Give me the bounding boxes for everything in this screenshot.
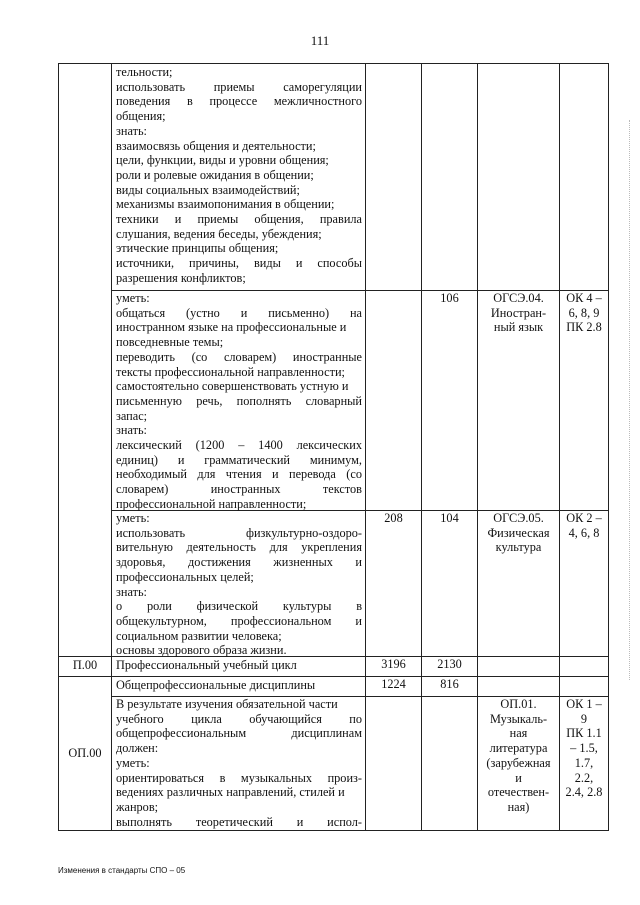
text-line: знать: xyxy=(116,584,147,599)
text-line: словарем) иностранных текстов xyxy=(116,482,362,497)
text-line: общения; xyxy=(116,109,166,124)
discipline-line: и xyxy=(515,770,522,785)
text-line: слушания, ведения беседы, убеждения; xyxy=(116,226,322,241)
text-line: письменную речь, пополнять словарный xyxy=(116,393,362,408)
discipline-line: литература xyxy=(489,741,548,756)
text-line: тексты профессиональной направленности; xyxy=(116,364,345,379)
op-description xyxy=(112,697,365,829)
text-line: этические принципы общения; xyxy=(116,241,279,256)
competency-line: ПК 2.8 xyxy=(566,320,602,335)
cycle-code: П.00 xyxy=(72,658,98,672)
group-hours-required: 816 xyxy=(440,677,459,691)
text-line: уметь: xyxy=(116,511,150,525)
text-line: о роли физической культуры в xyxy=(116,599,362,614)
text-line: взаимосвязь общения и деятельности; xyxy=(116,138,316,153)
col-divider xyxy=(421,64,422,830)
op-competencies xyxy=(560,697,608,800)
discipline-line: ный язык xyxy=(493,320,544,335)
discipline-line: ная xyxy=(509,726,528,741)
row-2-hours-required: 106 xyxy=(440,291,459,305)
competency-line: ПК 1.1 xyxy=(566,726,602,741)
text-line: учебного цикла обучающийся по xyxy=(116,711,362,726)
scan-margin xyxy=(629,120,636,680)
competency-line: ОК 4 – xyxy=(566,291,602,305)
competency-line: 2.2, xyxy=(574,770,594,785)
discipline-line: ОГСЭ.05. xyxy=(493,511,544,525)
row-2-description xyxy=(112,291,365,512)
competency-line: 4, 6, 8 xyxy=(568,525,600,540)
text-line: поведения в процессе межличностного xyxy=(116,94,362,109)
competency-line: ОК 2 – xyxy=(566,511,602,525)
row-3-competencies xyxy=(560,511,608,540)
row-divider xyxy=(59,676,608,677)
row-3-hours-required: 104 xyxy=(440,511,459,525)
group-hours-max: 1224 xyxy=(381,677,406,691)
text-line: повседневные темы; xyxy=(116,335,224,350)
text-line: основы здорового образа жизни. xyxy=(116,643,287,658)
text-line: ориентироваться в музыкальных произ- xyxy=(116,770,362,785)
section-code: ОП.00 xyxy=(68,746,102,760)
text-line: источники, причины, виды и способы xyxy=(116,256,362,271)
text-line: роли и ролевые ожидания в общении; xyxy=(116,167,314,182)
competency-line: 6, 8, 9 xyxy=(568,305,600,320)
competency-line: ОК 1 – xyxy=(566,697,602,711)
discipline-line: культура xyxy=(495,540,542,555)
row-3-hours-max: 208 xyxy=(384,511,403,525)
text-line: общепрофессиональным дисциплинам xyxy=(116,726,362,741)
text-line: виды социальных взаимодействий; xyxy=(116,182,300,197)
text-line: здоровья, достижения жизненных и xyxy=(116,555,362,570)
text-line: общаться (устно и письменно) на xyxy=(116,305,362,320)
discipline-line: ОГСЭ.04. xyxy=(493,291,544,305)
footer-note: Изменения в стандарты СПО – 05 xyxy=(58,866,186,875)
text-line: общекультурном, профессиональном и xyxy=(116,613,362,628)
text-line: социальном развитии человека; xyxy=(116,628,282,643)
text-line: знать: xyxy=(116,123,147,138)
text-line: самостоятельно совершенствовать устную и xyxy=(116,379,349,394)
cycle-hours-required: 2130 xyxy=(437,657,462,671)
curriculum-table xyxy=(58,63,609,831)
text-line: необходимый для чтения и перевода (со xyxy=(116,467,362,482)
discipline-line: Музыкаль- xyxy=(489,711,548,726)
row-2-competencies xyxy=(560,291,608,335)
competency-line: – 1.5, xyxy=(570,741,598,756)
text-line: выполнять теоретический и испол- xyxy=(116,814,362,829)
text-line: запас; xyxy=(116,408,148,423)
col-divider xyxy=(365,64,366,830)
text-line: профессиональной направленности; xyxy=(116,496,307,511)
discipline-line: отечествен- xyxy=(487,785,550,800)
text-line: механизмы взаимопонимания в общении; xyxy=(116,197,335,212)
row-2-discipline xyxy=(478,291,559,335)
text-line: цели, функции, виды и уровни общения; xyxy=(116,153,329,168)
text-line: уметь: xyxy=(116,755,150,770)
discipline-line: Иностран- xyxy=(490,305,547,320)
cycle-title: Профессиональный учебный цикл xyxy=(116,658,297,672)
text-line: профессиональных целей; xyxy=(116,569,254,584)
text-line: вительную деятельность для укрепления xyxy=(116,540,362,555)
text-line: единиц) и грамматический минимум, xyxy=(116,452,362,467)
discipline-line: ОП.01. xyxy=(500,697,537,711)
text-line: иностранном языке на профессиональные и xyxy=(116,320,347,335)
row-1-description xyxy=(112,65,365,286)
text-line: жанров; xyxy=(116,799,159,814)
discipline-line: ная) xyxy=(507,799,530,814)
text-line: техники и приемы общения, правила xyxy=(116,212,362,227)
text-line: ведениях различных направлений, стилей и xyxy=(116,785,345,800)
text-line: тельности; xyxy=(116,65,173,79)
text-line: уметь: xyxy=(116,291,150,305)
page-number: 111 xyxy=(310,33,330,48)
text-line: знать: xyxy=(116,423,147,438)
cycle-hours-max: 3196 xyxy=(381,657,406,671)
row-3-discipline xyxy=(478,511,559,555)
text-line: использовать физкультурно-оздоро- xyxy=(116,525,362,540)
competency-line: 1.7, xyxy=(574,755,594,770)
row-3-description xyxy=(112,511,365,658)
competency-line: 9 xyxy=(580,711,588,726)
group-title: Общепрофессиональные дисциплины xyxy=(116,678,316,692)
competency-line: 2.4, 2.8 xyxy=(565,785,603,800)
text-line: разрешения конфликтов; xyxy=(116,270,246,285)
text-line: переводить (со словарем) иностранные xyxy=(116,349,362,364)
text-line: использовать приемы саморегуляции xyxy=(116,79,362,94)
text-line: В результате изучения обязательной части xyxy=(116,697,338,711)
op-discipline xyxy=(478,697,559,815)
discipline-line: (зарубежная xyxy=(486,755,551,770)
text-line: лексический (1200 – 1400 лексических xyxy=(116,438,362,453)
discipline-line: Физическая xyxy=(487,525,550,540)
text-line: должен: xyxy=(116,741,159,756)
